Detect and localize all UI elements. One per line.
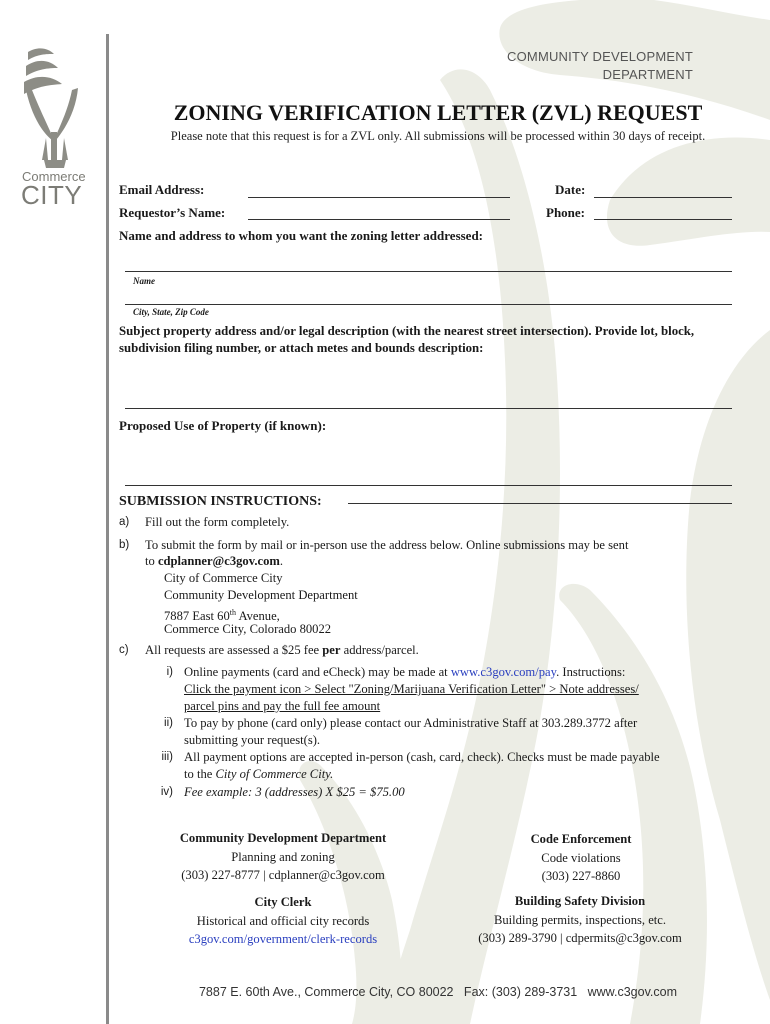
- left-vertical-rule: [106, 34, 109, 1024]
- item-b-to: to: [145, 554, 155, 568]
- subject-property-label: Subject property address and/or legal description (with the nearest street intersection). Provide lot, block, subdivision filing number, or attach metes and bounds description:: [119, 324, 695, 355]
- commerce-city-logo-icon: [18, 40, 88, 190]
- phone-label: Phone:: [546, 205, 585, 220]
- addressee-name-field[interactable]: [125, 271, 732, 272]
- email-field[interactable]: [248, 197, 510, 198]
- item-a-text: Fill out the form completely.: [145, 515, 290, 529]
- mailing-address-line-2: Community Development Department: [164, 588, 358, 602]
- contact-city-clerk: [142, 893, 424, 949]
- instructions-rule: [348, 503, 732, 504]
- contact-community-development: [142, 829, 424, 885]
- cd-title: Community Development Department: [179, 831, 387, 845]
- page-subtitle: Please note that this request is for a ZVL only. All submissions will be processed within 30 days of receipt.: [170, 129, 706, 143]
- cd-line-1: Planning and zoning: [231, 849, 335, 864]
- phone-field[interactable]: [594, 219, 732, 220]
- item-ii-line-1: To pay by phone (card only) please contact our Administrative Staff at 303.289.3772 after: [184, 716, 638, 730]
- item-c-bold: per: [322, 643, 341, 657]
- addressee-city-field[interactable]: [125, 304, 732, 305]
- mailing-address-line-4: Commerce City, Colorado 80022: [164, 622, 332, 636]
- date-label: Date:: [555, 182, 586, 197]
- requestor-label: Requestor’s Name:: [119, 205, 226, 220]
- cc-title: City Clerk: [254, 895, 312, 909]
- item-iii-line-2: [184, 766, 333, 783]
- item-ii-line-2: submitting your request(s).: [184, 733, 321, 747]
- email-label: Email Address:: [119, 182, 205, 197]
- item-iv-marker: iv): [160, 786, 173, 798]
- logo-text-bottom: CITY: [21, 180, 83, 210]
- proposed-use-label: Proposed Use of Property (if known):: [119, 418, 327, 433]
- bs-line-1: Building permits, inspections, etc.: [493, 912, 667, 927]
- item-b-text: To submit the form by mail or in-person use the address below. Online submissions may be sent: [145, 538, 629, 552]
- address-street-post: Avenue,: [236, 609, 280, 624]
- ce-line-2: (303) 227-8860: [541, 869, 621, 883]
- item-iii-italic: City of Commerce City.: [215, 767, 334, 781]
- address-street-sup: th: [229, 608, 236, 617]
- contact-code-enforcement: [470, 830, 692, 886]
- date-field[interactable]: [594, 197, 732, 198]
- item-b-marker: b): [119, 539, 130, 551]
- item-iv-text: Fee example: 3 (addresses) X $25 = $75.00: [184, 785, 405, 799]
- item-i-post: . Instructions:: [556, 665, 626, 679]
- instructions-heading: SUBMISSION INSTRUCTIONS:: [119, 494, 322, 509]
- item-i-marker: i): [166, 666, 173, 678]
- department-line-2: DEPARTMENT: [602, 67, 693, 82]
- item-iii-line-1: All payment options are accepted in-person (cash, card, check). Checks must be made payable: [184, 750, 660, 764]
- item-ii-marker: ii): [164, 717, 173, 729]
- item-c-pre: All requests are assessed a $25 fee: [145, 643, 323, 657]
- bs-line-2: (303) 289-3790 | cdpermits@c3gov.com: [478, 931, 682, 945]
- address-to-label: Name and address to whom you want the zoning letter addressed:: [119, 228, 484, 243]
- bs-title: Building Safety Division: [514, 894, 646, 908]
- ce-line-1: Code violations: [541, 850, 621, 865]
- subject-property-field[interactable]: [125, 408, 732, 409]
- page-title: ZONING VERIFICATION LETTER (ZVL) REQUEST: [173, 100, 703, 125]
- address-street-pre: 7887 East 60: [164, 609, 230, 624]
- city-caption: City, State, Zip Code: [133, 307, 209, 317]
- proposed-use-field[interactable]: [125, 485, 732, 486]
- item-b-email-line: [145, 553, 283, 570]
- item-c-post: address/parcel.: [340, 643, 419, 657]
- ce-title: Code Enforcement: [530, 832, 632, 846]
- item-iii-pre: to the: [184, 767, 216, 781]
- department-line-1: COMMUNITY DEVELOPMENT: [507, 49, 693, 64]
- cd-line-2: (303) 227-8777 | cdplanner@c3gov.com: [181, 868, 385, 882]
- logo-text-top: Commerce: [22, 169, 86, 184]
- item-i-pre: Online payments (card and eCheck) may be made at: [184, 665, 451, 679]
- item-c-marker: c): [119, 644, 129, 656]
- item-i-line-1: [184, 664, 625, 681]
- submission-email[interactable]: cdplanner@c3gov.com: [157, 554, 280, 568]
- item-i-line-2: Click the payment icon > Select "Zoning/Marijuana Verification Letter" > Note addresses/: [184, 682, 639, 696]
- contact-building-safety: [455, 892, 705, 948]
- department-header: [507, 48, 693, 84]
- cc-line-1: Historical and official city records: [196, 913, 370, 928]
- clerk-records-link[interactable]: c3gov.com/government/clerk-records: [188, 932, 378, 946]
- item-b-period: .: [279, 554, 284, 568]
- item-a-marker: a): [119, 516, 130, 528]
- item-i-line-3: parcel pins and pay the full fee amount: [184, 699, 381, 713]
- item-iii-marker: iii): [161, 751, 173, 763]
- page-footer: 7887 E. 60th Ave., Commerce City, CO 80022 Fax: (303) 289-3731 www.c3gov.com: [198, 985, 677, 999]
- requestor-field[interactable]: [248, 219, 510, 220]
- pay-link[interactable]: www.c3gov.com/pay: [450, 665, 557, 679]
- mailing-address-line-1: City of Commerce City: [164, 571, 283, 585]
- item-c-text: [145, 642, 419, 659]
- name-caption: Name: [133, 276, 155, 286]
